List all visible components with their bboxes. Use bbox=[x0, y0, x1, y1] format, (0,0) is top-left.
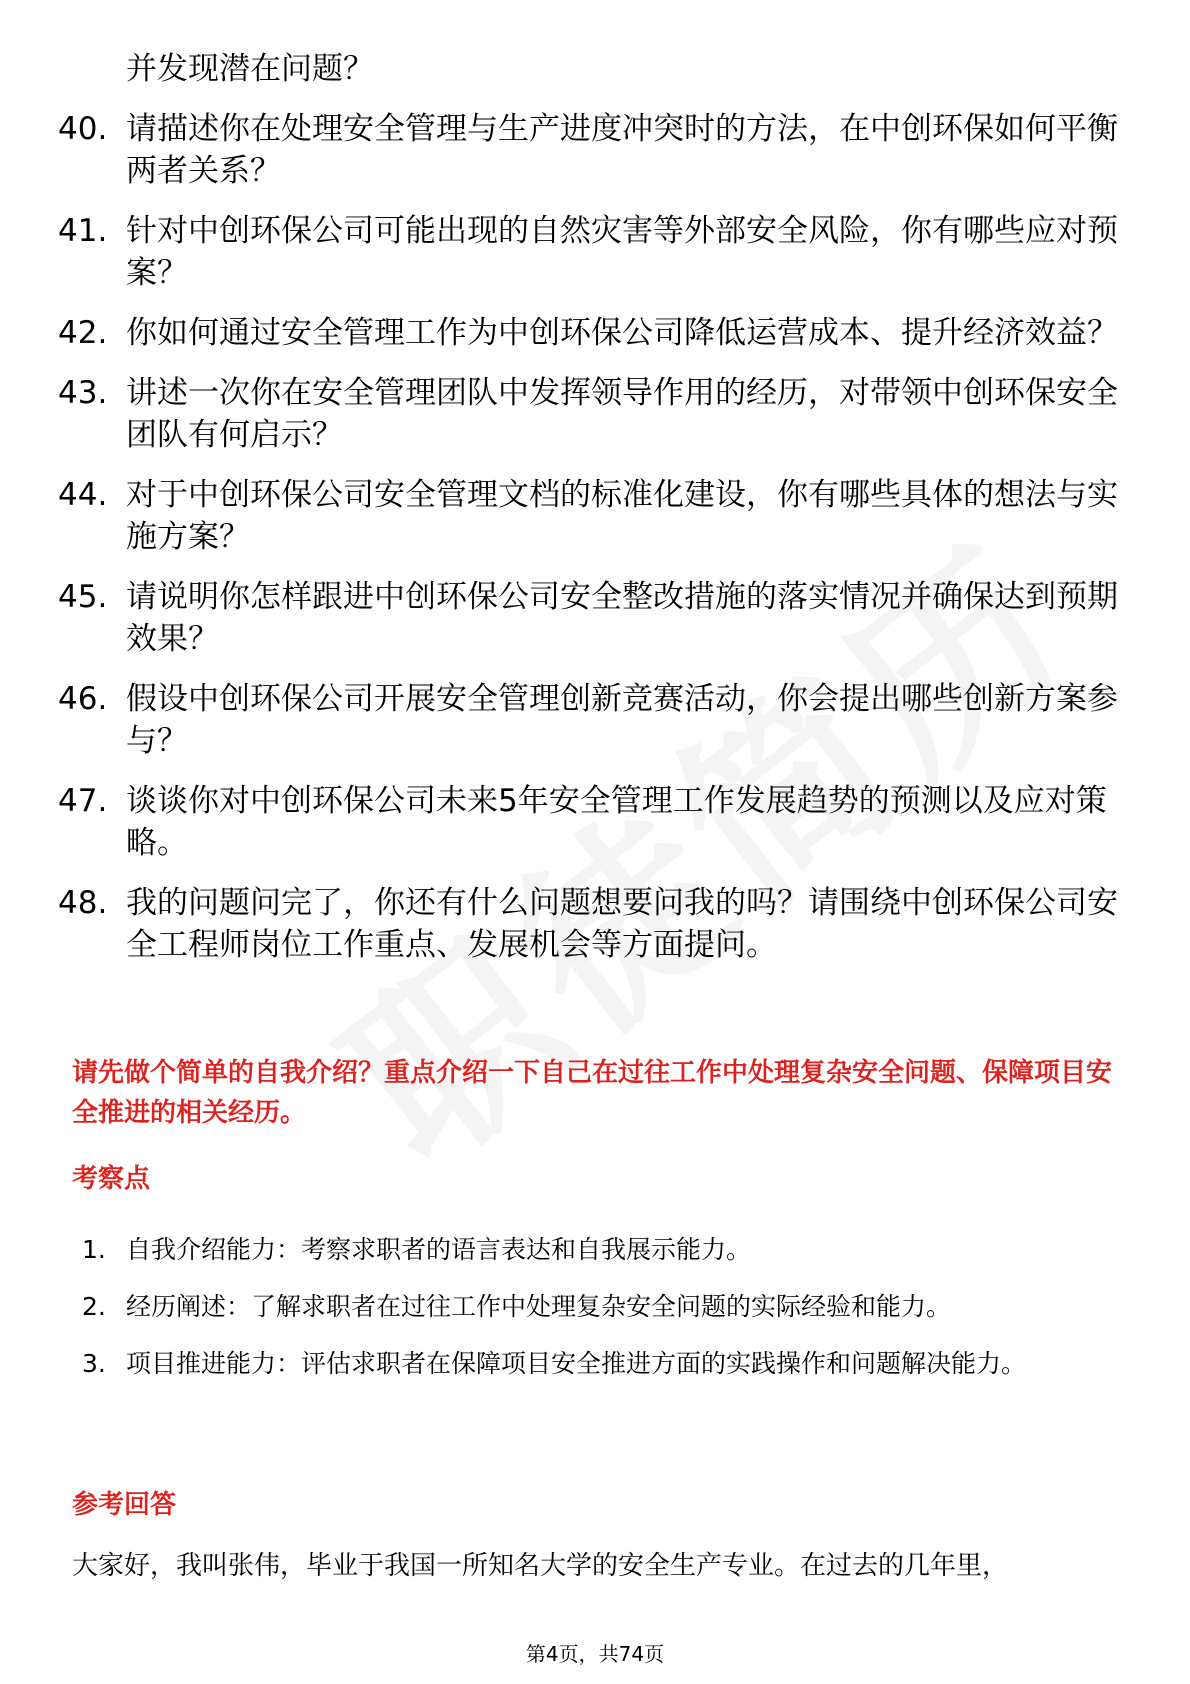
answer-paragraph: 大家好，我叫张伟，毕业于我国一所知名大学的安全生产专业。在过去的几年里， bbox=[72, 1551, 1009, 1581]
point-text: 自我介绍能力：考察求职者的语言表达和自我展示能力。 bbox=[126, 1235, 752, 1264]
section-title-points: 考察点 bbox=[72, 1164, 151, 1194]
question-number: 40. bbox=[58, 111, 108, 147]
question-number: 43. bbox=[58, 375, 108, 411]
list-item bbox=[58, 576, 1148, 660]
list-item bbox=[82, 1335, 1132, 1392]
question-continuation: 并发现潜在问题？ bbox=[126, 51, 374, 87]
section-title-answer: 参考回答 bbox=[72, 1490, 177, 1520]
question-text: 讲述一次你在安全管理团队中发挥领导作用的经历，对带领中创环保安全团队有何启示？ bbox=[126, 375, 1118, 453]
point-text: 经历阐述：了解求职者在过往工作中处理复杂安全问题的实际经验和能力。 bbox=[126, 1292, 952, 1321]
list-item bbox=[58, 678, 1148, 762]
list-item bbox=[58, 474, 1148, 558]
question-text: 对于中创环保公司安全管理文档的标准化建设，你有哪些具体的想法与实施方案？ bbox=[126, 477, 1118, 555]
page-footer: 第4页，共74页 bbox=[525, 1642, 665, 1666]
question-text: 谈谈你对中创环保公司未来5年安全管理工作发展趋势的预测以及应对策略。 bbox=[126, 783, 1107, 861]
question-number: 41. bbox=[58, 213, 108, 249]
list-item bbox=[82, 1221, 1132, 1278]
point-number: 2. bbox=[82, 1292, 106, 1321]
point-text: 项目推进能力：评估求职者在保障项目安全推进方面的实践操作和问题解决能力。 bbox=[126, 1349, 1027, 1378]
list-item bbox=[58, 780, 1148, 864]
list-item bbox=[58, 210, 1148, 294]
question-number: 42. bbox=[58, 315, 108, 351]
highlight-question: 请先做个简单的自我介绍？重点介绍一下自己在过往工作中处理复杂安全问题、保障项目安全推进的相关经历。 bbox=[72, 1058, 1113, 1128]
question-number: 47. bbox=[58, 783, 108, 819]
list-item bbox=[58, 108, 1148, 192]
question-text: 请说明你怎样跟进中创环保公司安全整改措施的落实情况并确保达到预期效果？ bbox=[126, 579, 1118, 657]
question-text: 针对中创环保公司可能出现的自然灾害等外部安全风险，你有哪些应对预案？ bbox=[126, 213, 1118, 291]
question-text: 请描述你在处理安全管理与生产进度冲突时的方法，在中创环保如何平衡两者关系？ bbox=[126, 111, 1118, 189]
question-list bbox=[58, 48, 1148, 966]
points-list bbox=[82, 1221, 1132, 1392]
question-number: 46. bbox=[58, 681, 108, 717]
question-text: 假设中创环保公司开展安全管理创新竞赛活动，你会提出哪些创新方案参与？ bbox=[126, 681, 1118, 759]
list-item bbox=[82, 1278, 1132, 1335]
point-number: 3. bbox=[82, 1349, 106, 1378]
point-number: 1. bbox=[82, 1235, 106, 1264]
question-text: 我的问题问完了，你还有什么问题想要问我的吗？请围绕中创环保公司安全工程师岗位工作重点、发展机会等方面提问。 bbox=[126, 885, 1118, 963]
list-item bbox=[58, 372, 1148, 456]
question-number: 44. bbox=[58, 477, 108, 513]
question-number: 48. bbox=[58, 885, 108, 921]
question-text: 你如何通过安全管理工作为中创环保公司降低运营成本、提升经济效益？ bbox=[126, 315, 1118, 351]
list-item bbox=[58, 312, 1148, 354]
question-number: 45. bbox=[58, 579, 108, 615]
list-item bbox=[58, 882, 1148, 966]
